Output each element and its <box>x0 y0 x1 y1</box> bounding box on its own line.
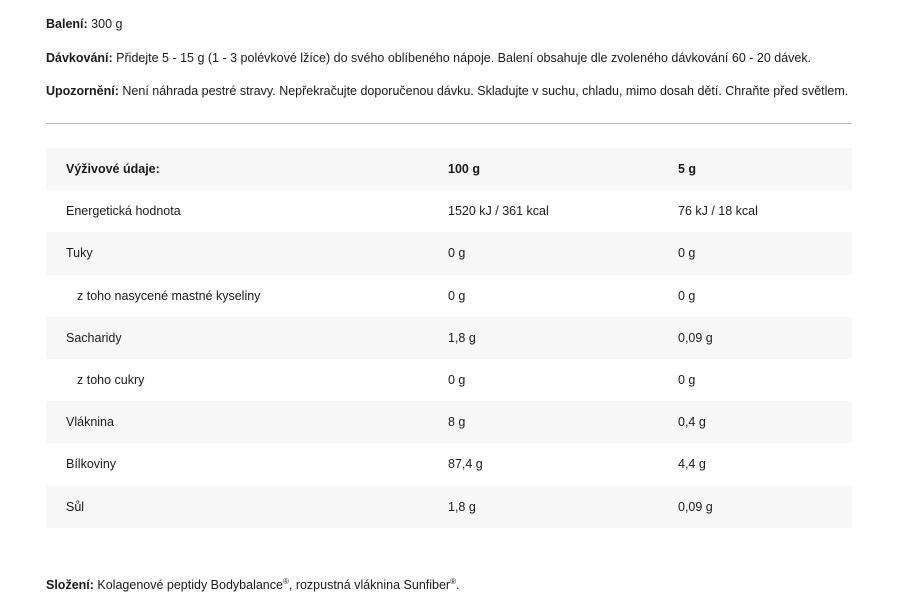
ingredients-label: Složení: <box>46 578 94 592</box>
nutrient-per-5g: 0 g <box>678 288 696 303</box>
nutrient-name: Energetická hodnota <box>66 204 181 219</box>
nutrient-per-5g: 0,09 g <box>658 486 852 528</box>
nutrition-header-row <box>46 148 852 190</box>
table-row <box>46 190 852 232</box>
nutrient-per-100g: 0 g <box>428 232 658 274</box>
nutrient-per-100g: 0 g <box>448 373 466 388</box>
registered-mark: ® <box>450 576 456 586</box>
ingredients-line <box>46 577 459 593</box>
table-row <box>46 275 852 317</box>
nutrient-per-100g: 1,8 g <box>428 486 658 528</box>
package-size-line <box>46 16 122 32</box>
nutrient-name: Sůl <box>46 486 428 528</box>
warning-value: Není náhrada pestré stravy. Nepřekračujte doporučenou dávku. Skladujte v suchu, chladu, mimo dosah dětí. Chraňte před světlem. <box>118 84 849 98</box>
package-size-label: Balení: <box>46 17 88 31</box>
registered-mark: ® <box>282 576 289 586</box>
table-row <box>46 317 852 359</box>
table-row <box>46 232 852 274</box>
nutrition-table <box>46 148 852 528</box>
nutrient-per-5g: 0 g <box>658 232 852 274</box>
table-row <box>46 401 852 443</box>
header-per-100g: 100 g <box>428 148 658 190</box>
table-row <box>46 359 852 401</box>
warning-line <box>46 83 848 99</box>
nutrient-per-100g: 1,8 g <box>428 317 658 359</box>
table-row <box>46 486 852 528</box>
nutrient-name: Tuky <box>46 232 428 274</box>
nutrient-per-100g: 87,4 g <box>448 457 483 472</box>
table-row <box>46 443 852 485</box>
nutrient-name: Vláknina <box>46 401 428 443</box>
nutrient-name: z toho cukry <box>77 373 145 388</box>
dosage-line <box>46 50 811 66</box>
nutrient-name: Bílkoviny <box>66 457 117 472</box>
header-nutrition-facts: Výživové údaje: <box>46 148 428 190</box>
ingredients-part2: , rozpustná vláknina Sunfiber <box>288 578 451 592</box>
nutrient-name: z toho nasycené mastné kyseliny <box>77 288 261 303</box>
dosage-value: Přidejte 5 - 15 g (1 - 3 polévkové lžíce) do svého oblíbeného nápoje. Balení obsahuje dle zvoleného dávkování 60 - 20 dávek. <box>112 51 812 65</box>
warning-label: Upozornění: <box>46 84 119 98</box>
nutrient-per-5g: 0,4 g <box>658 401 852 443</box>
dosage-label: Dávkování: <box>46 51 113 65</box>
nutrient-per-100g: 0 g <box>448 288 466 303</box>
package-size-value: 300 g <box>87 17 123 31</box>
nutrient-per-5g: 76 kJ / 18 kcal <box>678 204 758 219</box>
ingredients-part1: Kolagenové peptidy Bodybalance <box>93 578 283 592</box>
nutrient-name: Sacharidy <box>46 317 428 359</box>
section-divider <box>46 123 852 124</box>
nutrient-per-5g: 0,09 g <box>658 317 852 359</box>
nutrient-per-100g: 1520 kJ / 361 kcal <box>448 204 549 219</box>
nutrient-per-5g: 4,4 g <box>678 457 706 472</box>
nutrient-per-5g: 0 g <box>678 373 696 388</box>
nutrient-per-100g: 8 g <box>428 401 658 443</box>
ingredients-part3: . <box>456 578 460 592</box>
header-per-5g: 5 g <box>658 148 852 190</box>
